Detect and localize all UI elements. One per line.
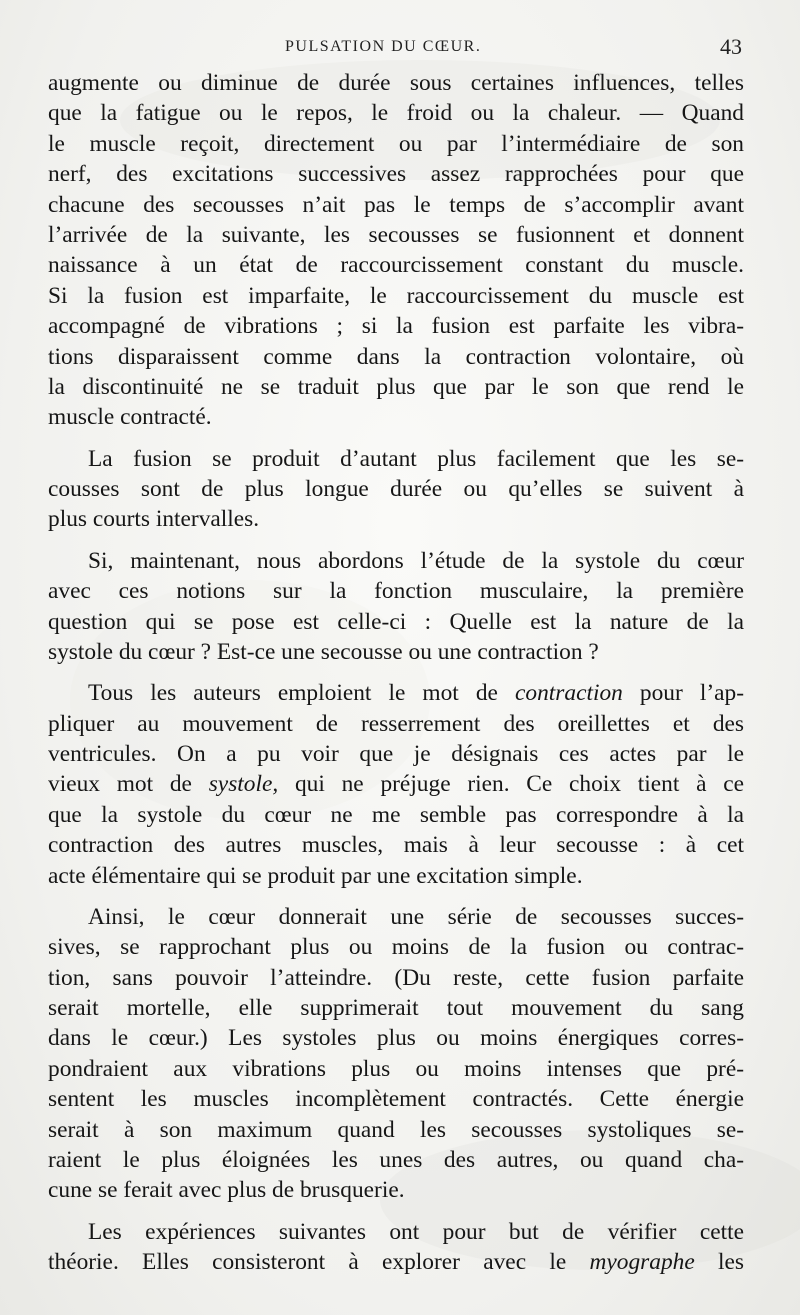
- text-line: [48, 1247, 744, 1277]
- text-line: serait à son maximum quand les secousses systoliques se-: [48, 1116, 744, 1143]
- text-line: la discontinuité ne se traduit plus que par le son que rend le: [48, 374, 744, 401]
- text-line: [48, 769, 744, 799]
- paragraph-6: [48, 1217, 744, 1278]
- text-line: Les expériences suivantes ont pour but de vérifier cette: [88, 1218, 744, 1245]
- text-line: dans le cœur.) Les systoles plus ou moins énergiques corres-: [48, 1025, 744, 1052]
- text-line: que la systole du cœur ne me semble pas correspondre à la: [48, 801, 744, 828]
- text-line: question qui se pose est celle-ci : Quelle est la nature de la: [48, 608, 744, 635]
- paragraph-3: [48, 546, 744, 668]
- text-line: plus courts intervalles.: [48, 506, 260, 533]
- text-line: sentent les muscles incomplètement contractés. Cette énergie: [48, 1086, 744, 1113]
- text-line: pondraient aux vibrations plus ou moins intenses que pré-: [48, 1055, 744, 1082]
- text-run: théorie. Elles consisteront à explorer avec le: [48, 1249, 590, 1276]
- italic-term: contraction: [515, 680, 623, 707]
- text-line: naissance à un état de raccourcissement constant du muscle.: [48, 252, 744, 279]
- text-line: Ainsi, le cœur donnerait une série de secousses succes-: [88, 903, 744, 930]
- text-line: accompagné de vibrations ; si la fusion est parfaite les vibra-: [48, 313, 744, 340]
- text-run: Tous les auteurs emploient le mot de: [88, 680, 515, 707]
- body-text: [48, 68, 744, 1277]
- text-line: avec ces notions sur la fonction musculaire, la première: [48, 578, 744, 605]
- text-line: que la fatigue ou le repos, le froid ou la chaleur. — Quand: [48, 100, 744, 127]
- text-line: tion, sans pouvoir l’atteindre. (Du reste, cette fusion parfaite: [48, 964, 744, 991]
- text-line: pliquer au mouvement de resserrement des oreillettes et des: [48, 710, 744, 737]
- paragraph-1: [48, 68, 744, 433]
- text-line: La fusion se produit d’autant plus facilement que les se-: [88, 445, 744, 472]
- text-line: le muscle reçoit, directement ou par l’intermédiaire de son: [48, 130, 744, 157]
- text-line: cousses sont de plus longue durée ou qu’elles se suivent à: [48, 476, 744, 503]
- text-line: serait mortelle, elle supprimerait tout mouvement du sang: [48, 994, 744, 1021]
- text-line: tions disparaissent comme dans la contraction volontaire, où: [48, 343, 744, 370]
- text-line: acte élémentaire qui se produit par une excitation simple.: [48, 862, 583, 889]
- text-line: l’arrivée de la suivante, les secousses se fusionnent et donnent: [48, 222, 744, 249]
- text-line: ventricules. On a pu voir que je désignais ces actes par le: [48, 740, 744, 767]
- text-line: chacune des secousses n’ait pas le temps de s’accomplir avant: [48, 191, 744, 218]
- paragraph-2: [48, 444, 744, 535]
- italic-term: myographe: [589, 1249, 695, 1276]
- text-line: contraction des autres muscles, mais à leur secousse : à cet: [48, 832, 744, 859]
- text-line: cune se ferait avec plus de brusquerie.: [48, 1177, 405, 1204]
- text-run: les: [694, 1249, 744, 1276]
- text-run: pour l’ap-: [622, 680, 744, 707]
- text-line: systole du cœur ? Est-ce une secousse ou une contraction ?: [48, 638, 599, 665]
- text-run: qui ne préjuge rien. Ce choix tient à ce: [278, 771, 744, 798]
- text-line: nerf, des excitations successives assez rapprochées pour que: [48, 161, 744, 188]
- paragraph-5: [48, 902, 744, 1206]
- text-line: [48, 678, 744, 708]
- text-line: augmente ou diminue de durée sous certaines influences, telles: [48, 70, 744, 96]
- italic-term: systole,: [208, 771, 279, 798]
- page-header: [0, 34, 800, 64]
- text-run: vieux mot de: [48, 771, 209, 798]
- text-line: Si, maintenant, nous abordons l’étude de la systole du cœur: [88, 547, 744, 574]
- page-number: 43: [720, 34, 742, 59]
- text-line: raient le plus éloignées les unes des autres, ou quand cha-: [48, 1147, 744, 1173]
- text-line: muscle contracté.: [48, 404, 212, 431]
- paragraph-4: [48, 678, 744, 891]
- running-title: PULSATION DU CŒUR.: [285, 38, 482, 55]
- text-line: sives, se rapprochant plus ou moins de la fusion ou contrac-: [48, 934, 744, 961]
- text-line: Si la fusion est imparfaite, le raccourcissement du muscle est: [48, 282, 744, 309]
